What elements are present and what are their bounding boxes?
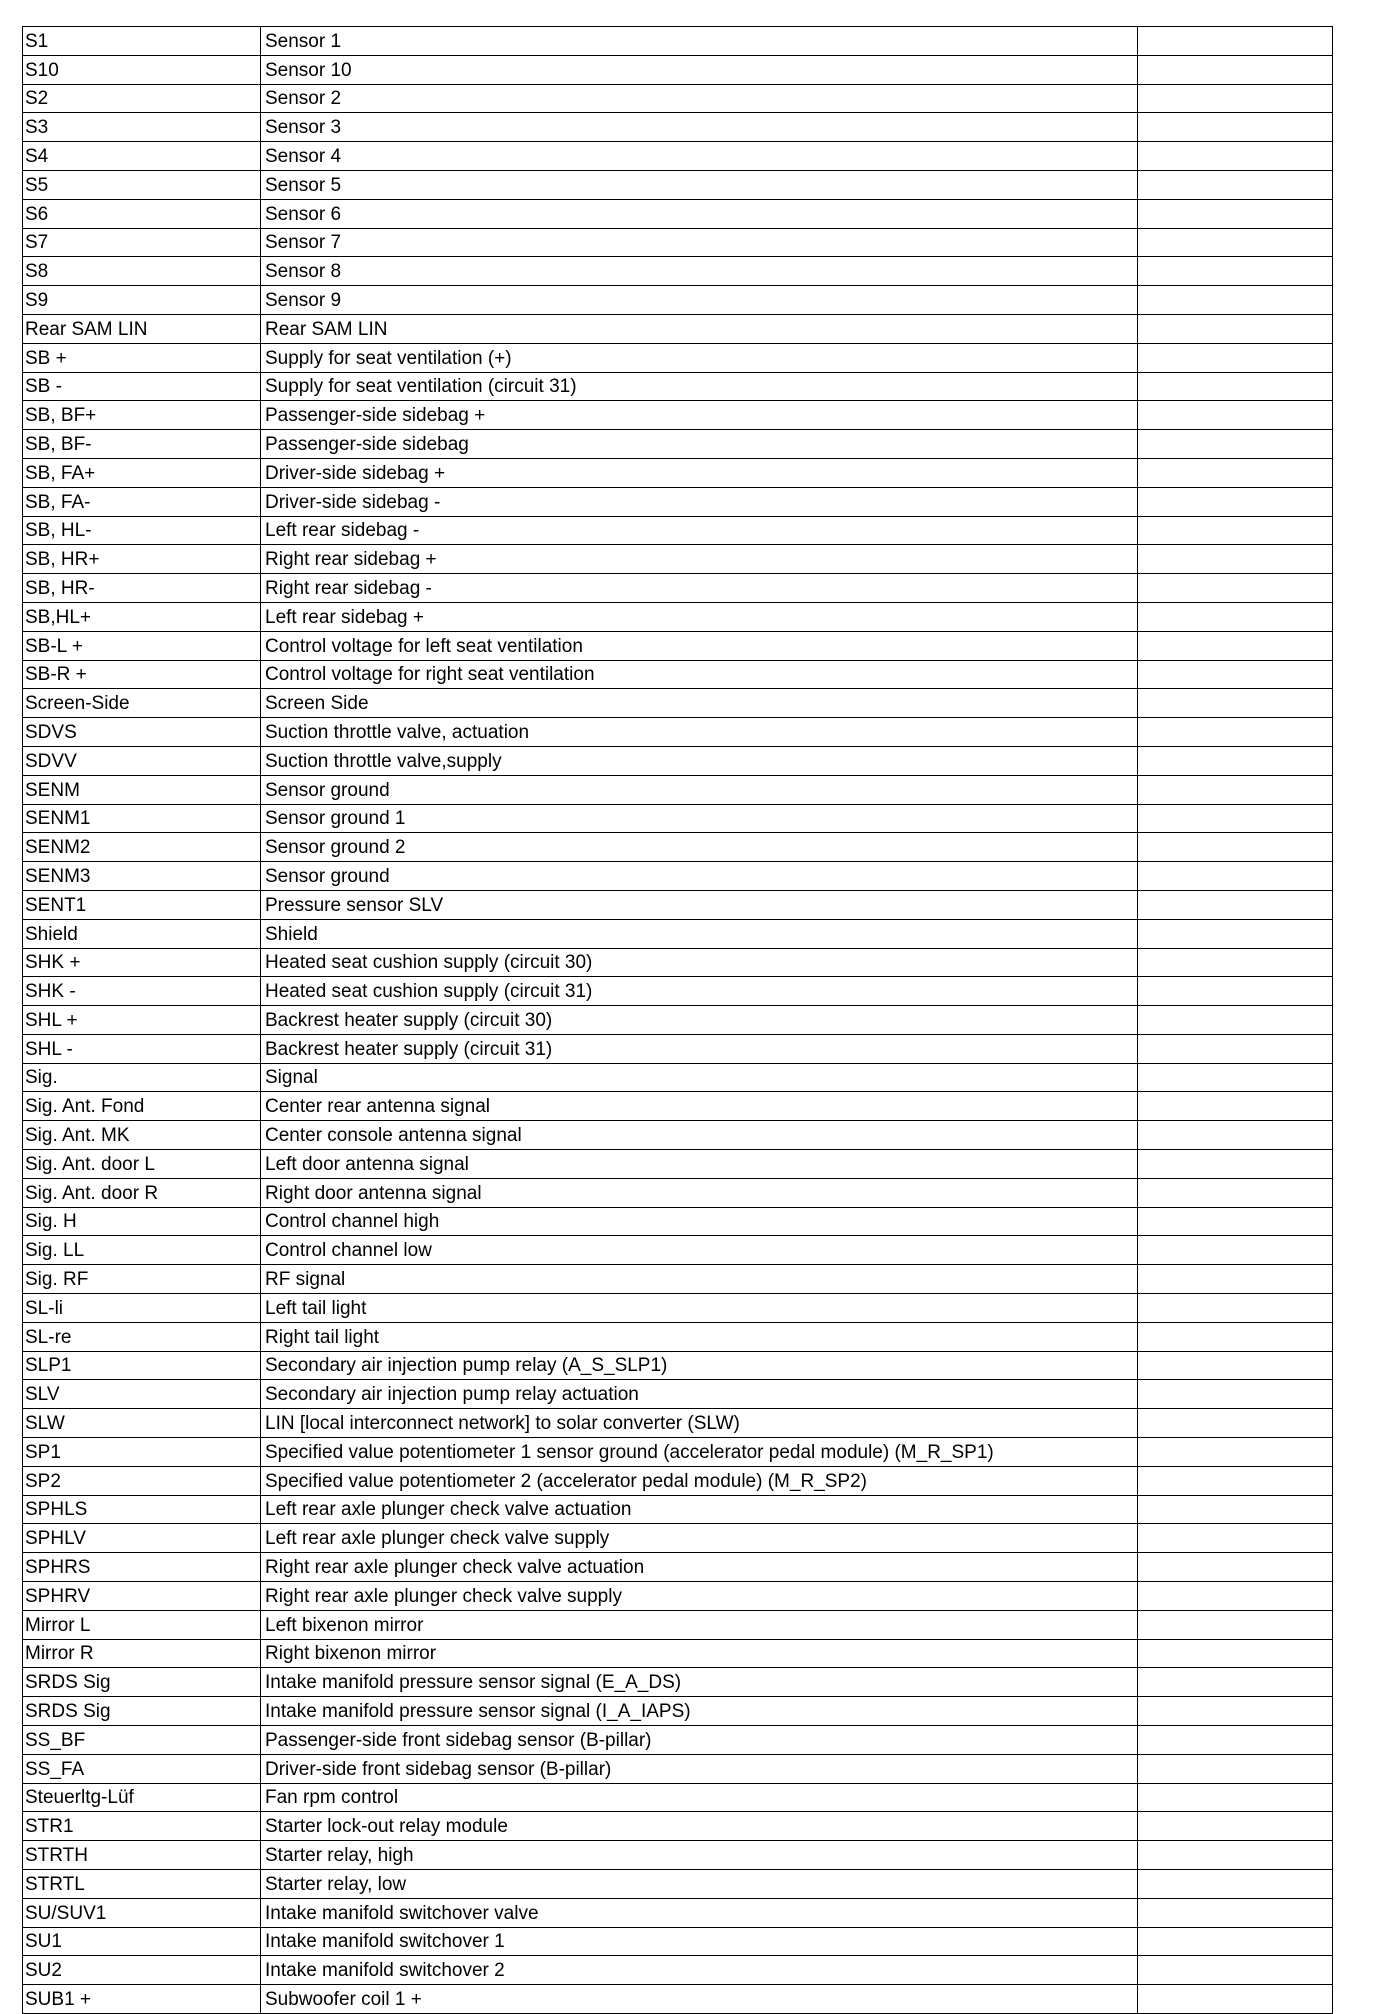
description-cell: Right door antenna signal: [261, 1178, 1138, 1207]
abbreviation-cell: S5: [23, 170, 261, 199]
description-cell: Heated seat cushion supply (circuit 31): [261, 977, 1138, 1006]
description-cell: Left rear sidebag +: [261, 602, 1138, 631]
description-cell: Right rear sidebag -: [261, 574, 1138, 603]
table-row: [23, 458, 1333, 487]
abbreviation-cell: S1: [23, 27, 261, 56]
description-cell: Passenger-side front sidebag sensor (B-pillar): [261, 1726, 1138, 1755]
empty-cell: [1138, 27, 1333, 56]
description-cell: Pressure sensor SLV: [261, 890, 1138, 919]
abbreviation-cell: Sig. Ant. MK: [23, 1121, 261, 1150]
table-row: [23, 1121, 1333, 1150]
table-row: [23, 1207, 1333, 1236]
abbreviation-cell: SLW: [23, 1409, 261, 1438]
table-row: [23, 862, 1333, 891]
empty-cell: [1138, 631, 1333, 660]
description-cell: Control channel high: [261, 1207, 1138, 1236]
table-row: [23, 1524, 1333, 1553]
empty-cell: [1138, 286, 1333, 315]
abbreviation-cell: SUB1 +: [23, 1985, 261, 2014]
table-row: [23, 833, 1333, 862]
abbreviation-cell: SENM: [23, 775, 261, 804]
abbreviation-cell: S9: [23, 286, 261, 315]
description-cell: Intake manifold switchover 1: [261, 1927, 1138, 1956]
abbreviation-cell: Sig. RF: [23, 1265, 261, 1294]
description-cell: Driver-side sidebag +: [261, 458, 1138, 487]
empty-cell: [1138, 1322, 1333, 1351]
empty-cell: [1138, 1092, 1333, 1121]
abbreviation-cell: SU2: [23, 1956, 261, 1985]
abbreviation-cell: Mirror R: [23, 1639, 261, 1668]
description-cell: Left rear axle plunger check valve actuation: [261, 1495, 1138, 1524]
description-cell: Suction throttle valve, actuation: [261, 718, 1138, 747]
abbreviation-cell: Screen-Side: [23, 689, 261, 718]
abbreviation-cell: SB, BF-: [23, 430, 261, 459]
description-cell: LIN [local interconnect network] to solar converter (SLW): [261, 1409, 1138, 1438]
table-row: [23, 1322, 1333, 1351]
table-row: [23, 919, 1333, 948]
empty-cell: [1138, 1726, 1333, 1755]
empty-cell: [1138, 113, 1333, 142]
empty-cell: [1138, 314, 1333, 343]
description-cell: Sensor 3: [261, 113, 1138, 142]
description-cell: Left rear sidebag -: [261, 516, 1138, 545]
description-cell: Center rear antenna signal: [261, 1092, 1138, 1121]
description-cell: Starter relay, low: [261, 1870, 1138, 1899]
description-cell: Left tail light: [261, 1294, 1138, 1323]
abbreviation-table: [22, 26, 1333, 2014]
table-row: [23, 1092, 1333, 1121]
table-row: [23, 718, 1333, 747]
empty-cell: [1138, 1582, 1333, 1611]
table-row: [23, 516, 1333, 545]
abbreviation-cell: SENT1: [23, 890, 261, 919]
description-cell: Supply for seat ventilation (+): [261, 343, 1138, 372]
description-cell: Control channel low: [261, 1236, 1138, 1265]
empty-cell: [1138, 689, 1333, 718]
empty-cell: [1138, 602, 1333, 631]
description-cell: Right rear axle plunger check valve actuation: [261, 1553, 1138, 1582]
table-row: [23, 1178, 1333, 1207]
empty-cell: [1138, 1207, 1333, 1236]
table-row: [23, 142, 1333, 171]
description-cell: Secondary air injection pump relay actuation: [261, 1380, 1138, 1409]
table-row: [23, 574, 1333, 603]
empty-cell: [1138, 1466, 1333, 1495]
table-row: [23, 430, 1333, 459]
table-row: [23, 1697, 1333, 1726]
abbreviation-cell: SHK +: [23, 948, 261, 977]
empty-cell: [1138, 890, 1333, 919]
table-row: [23, 689, 1333, 718]
abbreviation-cell: Shield: [23, 919, 261, 948]
abbreviation-cell: SPHLV: [23, 1524, 261, 1553]
table-row: [23, 1265, 1333, 1294]
abbreviation-cell: SB, HR+: [23, 545, 261, 574]
empty-cell: [1138, 1783, 1333, 1812]
abbreviation-cell: SB -: [23, 372, 261, 401]
abbreviation-cell: SENM2: [23, 833, 261, 862]
empty-cell: [1138, 948, 1333, 977]
table-row: [23, 228, 1333, 257]
description-cell: Secondary air injection pump relay (A_S_SLP1): [261, 1351, 1138, 1380]
table-row: [23, 1409, 1333, 1438]
abbreviation-cell: SU1: [23, 1927, 261, 1956]
table-row: [23, 1985, 1333, 2014]
description-cell: Heated seat cushion supply (circuit 30): [261, 948, 1138, 977]
description-cell: Intake manifold pressure sensor signal (E_A_DS): [261, 1668, 1138, 1697]
table-row: [23, 1553, 1333, 1582]
abbreviation-cell: SB, HR-: [23, 574, 261, 603]
description-cell: Sensor 10: [261, 55, 1138, 84]
abbreviation-cell: SPHLS: [23, 1495, 261, 1524]
abbreviation-cell: Mirror L: [23, 1610, 261, 1639]
table-row: [23, 890, 1333, 919]
description-cell: Specified value potentiometer 1 sensor ground (accelerator pedal module) (M_R_SP1): [261, 1438, 1138, 1467]
abbreviation-cell: Sig. Ant. Fond: [23, 1092, 261, 1121]
abbreviation-cell: SB-R +: [23, 660, 261, 689]
abbreviation-cell: SB, BF+: [23, 401, 261, 430]
empty-cell: [1138, 1553, 1333, 1582]
empty-cell: [1138, 1409, 1333, 1438]
description-cell: Left bixenon mirror: [261, 1610, 1138, 1639]
table-row: [23, 1956, 1333, 1985]
table-row: [23, 1783, 1333, 1812]
table-row: [23, 1236, 1333, 1265]
empty-cell: [1138, 1956, 1333, 1985]
empty-cell: [1138, 1006, 1333, 1035]
description-cell: Sensor 4: [261, 142, 1138, 171]
table-row: [23, 545, 1333, 574]
abbreviation-cell: SENM3: [23, 862, 261, 891]
table-row: [23, 1034, 1333, 1063]
description-cell: Signal: [261, 1063, 1138, 1092]
empty-cell: [1138, 574, 1333, 603]
empty-cell: [1138, 1985, 1333, 2014]
empty-cell: [1138, 1236, 1333, 1265]
abbreviation-cell: SLV: [23, 1380, 261, 1409]
description-cell: Sensor 8: [261, 257, 1138, 286]
empty-cell: [1138, 1610, 1333, 1639]
abbreviation-cell: Sig. LL: [23, 1236, 261, 1265]
abbreviation-cell: SB,HL+: [23, 602, 261, 631]
description-cell: Left door antenna signal: [261, 1150, 1138, 1179]
table-row: [23, 1639, 1333, 1668]
abbreviation-cell: Sig. Ant. door L: [23, 1150, 261, 1179]
table-row: [23, 977, 1333, 1006]
empty-cell: [1138, 1495, 1333, 1524]
abbreviation-cell: SDVS: [23, 718, 261, 747]
description-cell: Intake manifold switchover 2: [261, 1956, 1138, 1985]
empty-cell: [1138, 401, 1333, 430]
table-row: [23, 1380, 1333, 1409]
table-row: [23, 1150, 1333, 1179]
table-row: [23, 286, 1333, 315]
empty-cell: [1138, 199, 1333, 228]
description-cell: Sensor ground 2: [261, 833, 1138, 862]
abbreviation-cell: SB, FA-: [23, 487, 261, 516]
abbreviation-cell: SPHRV: [23, 1582, 261, 1611]
table-row: [23, 948, 1333, 977]
table-row: [23, 343, 1333, 372]
table-row: [23, 1466, 1333, 1495]
description-cell: Sensor 1: [261, 27, 1138, 56]
empty-cell: [1138, 1438, 1333, 1467]
abbreviation-cell: SRDS Sig: [23, 1668, 261, 1697]
abbreviation-cell: S2: [23, 84, 261, 113]
description-cell: Subwoofer coil 1 +: [261, 1985, 1138, 2014]
description-cell: Passenger-side sidebag: [261, 430, 1138, 459]
table-row: [23, 746, 1333, 775]
abbreviation-cell: SB +: [23, 343, 261, 372]
description-cell: Center console antenna signal: [261, 1121, 1138, 1150]
abbreviation-cell: S4: [23, 142, 261, 171]
description-cell: Sensor 9: [261, 286, 1138, 315]
abbreviation-cell: S8: [23, 257, 261, 286]
empty-cell: [1138, 775, 1333, 804]
empty-cell: [1138, 1524, 1333, 1553]
table-row: [23, 631, 1333, 660]
description-cell: Sensor 5: [261, 170, 1138, 199]
description-cell: Driver-side sidebag -: [261, 487, 1138, 516]
abbreviation-cell: S6: [23, 199, 261, 228]
abbreviation-cell: SHK -: [23, 977, 261, 1006]
empty-cell: [1138, 804, 1333, 833]
table-row: [23, 1668, 1333, 1697]
table-row: [23, 1495, 1333, 1524]
description-cell: Intake manifold switchover valve: [261, 1898, 1138, 1927]
empty-cell: [1138, 84, 1333, 113]
empty-cell: [1138, 55, 1333, 84]
empty-cell: [1138, 746, 1333, 775]
abbreviation-cell: STRTL: [23, 1870, 261, 1899]
table-row: [23, 372, 1333, 401]
empty-cell: [1138, 1841, 1333, 1870]
description-cell: Sensor 2: [261, 84, 1138, 113]
abbreviation-table-body: [23, 27, 1333, 2014]
empty-cell: [1138, 1927, 1333, 1956]
description-cell: Sensor ground: [261, 775, 1138, 804]
empty-cell: [1138, 1812, 1333, 1841]
table-row: [23, 170, 1333, 199]
empty-cell: [1138, 1178, 1333, 1207]
table-row: [23, 602, 1333, 631]
empty-cell: [1138, 1150, 1333, 1179]
table-row: [23, 84, 1333, 113]
table-row: [23, 1610, 1333, 1639]
table-row: [23, 1726, 1333, 1755]
abbreviation-cell: STRTH: [23, 1841, 261, 1870]
abbreviation-cell: Rear SAM LIN: [23, 314, 261, 343]
table-row: [23, 775, 1333, 804]
empty-cell: [1138, 372, 1333, 401]
table-row: [23, 1870, 1333, 1899]
table-row: [23, 1351, 1333, 1380]
description-cell: Right bixenon mirror: [261, 1639, 1138, 1668]
description-cell: Backrest heater supply (circuit 31): [261, 1034, 1138, 1063]
abbreviation-cell: SDVV: [23, 746, 261, 775]
abbreviation-cell: SL-li: [23, 1294, 261, 1323]
empty-cell: [1138, 977, 1333, 1006]
empty-cell: [1138, 545, 1333, 574]
empty-cell: [1138, 660, 1333, 689]
empty-cell: [1138, 343, 1333, 372]
empty-cell: [1138, 718, 1333, 747]
abbreviation-cell: SHL -: [23, 1034, 261, 1063]
description-cell: Shield: [261, 919, 1138, 948]
table-row: [23, 314, 1333, 343]
empty-cell: [1138, 1034, 1333, 1063]
description-cell: Supply for seat ventilation (circuit 31): [261, 372, 1138, 401]
description-cell: Suction throttle valve,supply: [261, 746, 1138, 775]
abbreviation-cell: SENM1: [23, 804, 261, 833]
abbreviation-cell: SP1: [23, 1438, 261, 1467]
abbreviation-cell: SLP1: [23, 1351, 261, 1380]
empty-cell: [1138, 1351, 1333, 1380]
table-row: [23, 1812, 1333, 1841]
abbreviation-cell: S10: [23, 55, 261, 84]
empty-cell: [1138, 430, 1333, 459]
empty-cell: [1138, 228, 1333, 257]
description-cell: Screen Side: [261, 689, 1138, 718]
table-row: [23, 1927, 1333, 1956]
table-row: [23, 1898, 1333, 1927]
abbreviation-cell: STR1: [23, 1812, 261, 1841]
empty-cell: [1138, 1639, 1333, 1668]
description-cell: RF signal: [261, 1265, 1138, 1294]
table-row: [23, 804, 1333, 833]
description-cell: Passenger-side sidebag +: [261, 401, 1138, 430]
abbreviation-cell: Steuerltg-Lüf: [23, 1783, 261, 1812]
table-row: [23, 487, 1333, 516]
empty-cell: [1138, 1380, 1333, 1409]
description-cell: Starter relay, high: [261, 1841, 1138, 1870]
table-row: [23, 1841, 1333, 1870]
abbreviation-cell: SHL +: [23, 1006, 261, 1035]
abbreviation-cell: S7: [23, 228, 261, 257]
table-row: [23, 1438, 1333, 1467]
abbreviation-cell: Sig. Ant. door R: [23, 1178, 261, 1207]
empty-cell: [1138, 862, 1333, 891]
description-cell: Control voltage for left seat ventilation: [261, 631, 1138, 660]
empty-cell: [1138, 516, 1333, 545]
abbreviation-cell: SB-L +: [23, 631, 261, 660]
empty-cell: [1138, 487, 1333, 516]
description-cell: Rear SAM LIN: [261, 314, 1138, 343]
abbreviation-cell: SB, FA+: [23, 458, 261, 487]
description-cell: Right rear axle plunger check valve supply: [261, 1582, 1138, 1611]
abbreviation-cell: SPHRS: [23, 1553, 261, 1582]
description-cell: Sensor 7: [261, 228, 1138, 257]
table-row: [23, 257, 1333, 286]
table-row: [23, 1754, 1333, 1783]
description-cell: Sensor ground 1: [261, 804, 1138, 833]
abbreviation-cell: Sig.: [23, 1063, 261, 1092]
empty-cell: [1138, 1265, 1333, 1294]
abbreviation-cell: SU/SUV1: [23, 1898, 261, 1927]
description-cell: Starter lock-out relay module: [261, 1812, 1138, 1841]
abbreviation-cell: SP2: [23, 1466, 261, 1495]
empty-cell: [1138, 458, 1333, 487]
description-cell: Right tail light: [261, 1322, 1138, 1351]
table-row: [23, 1582, 1333, 1611]
description-cell: Sensor ground: [261, 862, 1138, 891]
abbreviation-cell: SS_BF: [23, 1726, 261, 1755]
empty-cell: [1138, 1121, 1333, 1150]
table-row: [23, 401, 1333, 430]
table-row: [23, 199, 1333, 228]
abbreviation-cell: SL-re: [23, 1322, 261, 1351]
empty-cell: [1138, 919, 1333, 948]
empty-cell: [1138, 1870, 1333, 1899]
table-row: [23, 1063, 1333, 1092]
table-row: [23, 113, 1333, 142]
description-cell: Intake manifold pressure sensor signal (I_A_IAPS): [261, 1697, 1138, 1726]
description-cell: Specified value potentiometer 2 (accelerator pedal module) (M_R_SP2): [261, 1466, 1138, 1495]
table-row: [23, 27, 1333, 56]
empty-cell: [1138, 1697, 1333, 1726]
abbreviation-cell: SRDS Sig: [23, 1697, 261, 1726]
empty-cell: [1138, 1754, 1333, 1783]
table-row: [23, 55, 1333, 84]
description-cell: Fan rpm control: [261, 1783, 1138, 1812]
empty-cell: [1138, 1898, 1333, 1927]
empty-cell: [1138, 1063, 1333, 1092]
empty-cell: [1138, 1668, 1333, 1697]
description-cell: Left rear axle plunger check valve supply: [261, 1524, 1138, 1553]
abbreviation-cell: SS_FA: [23, 1754, 261, 1783]
table-row: [23, 660, 1333, 689]
empty-cell: [1138, 142, 1333, 171]
description-cell: Control voltage for right seat ventilation: [261, 660, 1138, 689]
empty-cell: [1138, 1294, 1333, 1323]
empty-cell: [1138, 833, 1333, 862]
table-row: [23, 1006, 1333, 1035]
abbreviation-cell: S3: [23, 113, 261, 142]
description-cell: Driver-side front sidebag sensor (B-pillar): [261, 1754, 1138, 1783]
description-cell: Right rear sidebag +: [261, 545, 1138, 574]
empty-cell: [1138, 170, 1333, 199]
description-cell: Backrest heater supply (circuit 30): [261, 1006, 1138, 1035]
table-row: [23, 1294, 1333, 1323]
description-cell: Sensor 6: [261, 199, 1138, 228]
abbreviation-cell: Sig. H: [23, 1207, 261, 1236]
empty-cell: [1138, 257, 1333, 286]
abbreviation-cell: SB, HL-: [23, 516, 261, 545]
